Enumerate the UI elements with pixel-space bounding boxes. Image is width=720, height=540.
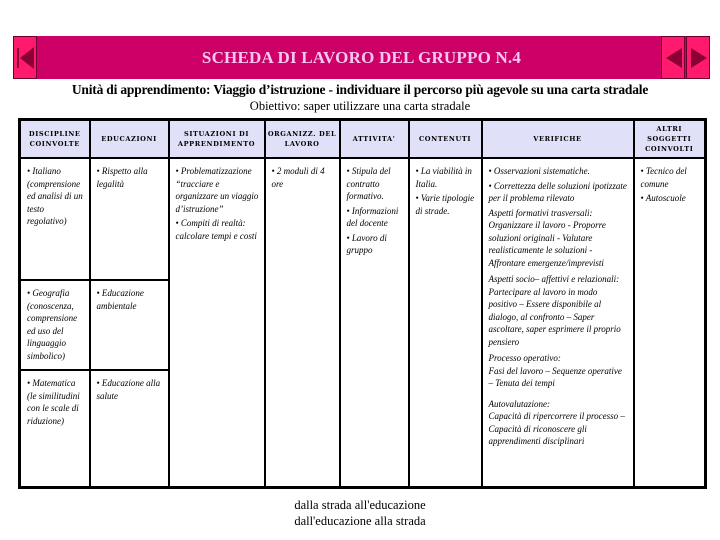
cell-attivita: • Stipula del contratto formativo. • Informazioni del docente • Lavoro di gruppo bbox=[340, 158, 409, 488]
col-header-educazioni: EDUCAZIONI bbox=[90, 120, 169, 159]
cell-discipline: • Italiano (comprensione ed analisi di un testo regolativo) bbox=[20, 158, 90, 280]
cell-discipline: • Geografia (conoscenza, comprensione ed uso del linguaggio simbolico) bbox=[20, 280, 90, 370]
footer-motto bbox=[250, 497, 470, 529]
page-title: SCHEDA DI LAVORO DEL GRUPPO N.4 bbox=[201, 48, 522, 67]
col-header-discipline: DISCIPLINE COINVOLTE bbox=[20, 120, 90, 159]
cell-verifiche: • Osservazioni sistematiche. • Correttezza delle soluzioni ipotizzate per il problema rilevato Aspetti formativi trasversali: Organizzare il lavoro - Proporre soluzioni originali - Valutare realisticamente le soluzioni - Affrontare emergenze/imprevisti Aspetti socio– affettivi e relazionali: Partecipare al lavoro in modo positivo – Essere disponibile al dialogo, al confronto – Saper ascoltare, saper esprimere il proprio pensiero Processo operativo: Fasi del lavoro – Sequenze operative – Tenuta dei tempi Autovalutazione: Capacità di ripercorrere il processo – Capacità di riconoscere gli apprendimenti disciplinari bbox=[482, 158, 634, 488]
cell-organizzazione: • 2 moduli di 4 ore bbox=[265, 158, 340, 488]
verifiche-trasversali: Aspetti formativi trasversali: Organizzare il lavoro - Proporre soluzioni originali - Valutare realisticamente le soluzioni - Affrontare emergenze/imprevisti bbox=[488, 207, 606, 268]
cell-situazioni: • Problematizzazione “tracciare e organizzare un viaggio d’istruzione” • Compiti di realtà: calcolare tempi e costi bbox=[169, 158, 265, 488]
col-header-situazioni: SITUAZIONI DI APPRENDIMENTO bbox=[169, 120, 265, 159]
cell-educazioni: • Educazione alla salute bbox=[90, 370, 169, 488]
previous-slide-icon bbox=[662, 37, 686, 80]
title-banner bbox=[13, 36, 710, 79]
first-slide-icon bbox=[14, 37, 38, 80]
cell-educazioni: • Educazione ambientale bbox=[90, 280, 169, 370]
verifiche-autovalutazione-title: Autovalutazione: bbox=[488, 398, 550, 409]
next-slide-icon bbox=[687, 37, 711, 80]
next-slide-button[interactable] bbox=[686, 36, 710, 79]
col-header-verifiche: VERIFICHE bbox=[482, 120, 634, 159]
footer-line-2: dall'educazione alla strada bbox=[294, 514, 426, 528]
verifiche-socio: Partecipare al lavoro in modo positivo – Essere disponibile al dialogo, al confronto – Saper ascoltare, saper esprimere il proprio pensiero bbox=[488, 286, 621, 347]
previous-slide-button[interactable] bbox=[661, 36, 685, 79]
verifiche-socio-title: Aspetti socio– affettivi e relazionali: bbox=[488, 274, 620, 284]
col-header-altri-soggetti: ALTRI SOGGETTI COINVOLTI bbox=[634, 120, 706, 159]
cell-educazioni: • Rispetto alla legalità bbox=[90, 158, 169, 280]
col-header-contenuti: CONTENUTI bbox=[409, 120, 482, 159]
header-row bbox=[20, 120, 706, 159]
first-slide-button[interactable] bbox=[13, 36, 37, 79]
work-sheet-table bbox=[18, 118, 707, 489]
unit-title: Unità di apprendimento: Viaggio d’istruzione - individuare il percorso più agevole su una carta stradale bbox=[71, 82, 649, 97]
table-row bbox=[20, 158, 706, 280]
col-header-attivita: ATTIVITA' bbox=[340, 120, 409, 159]
cell-altri-soggetti: • Tecnico del comune • Autoscuole bbox=[634, 158, 706, 488]
verifiche-processo: Fasi del lavoro – Sequenze operative – Tenuta dei tempi bbox=[488, 365, 622, 388]
cell-discipline: • Matematica (le similitudini con le scale di riduzione) bbox=[20, 370, 90, 488]
cell-contenuti: • La viabilità in Italia. • Varie tipologie di strade. bbox=[409, 158, 482, 488]
objective: Obiettivo: saper utilizzare una carta stradale bbox=[249, 99, 471, 113]
col-header-organizzazione: ORGANIZZ. DEL LAVORO bbox=[265, 120, 340, 159]
footer-line-1: dalla strada all'educazione bbox=[294, 498, 426, 512]
verifiche-autovalutazione: Capacità di ripercorrere il processo – Capacità di riconoscere gli apprendimenti disciplinari bbox=[488, 411, 625, 446]
verifiche-processo-title: Processo operativo: bbox=[488, 353, 561, 363]
